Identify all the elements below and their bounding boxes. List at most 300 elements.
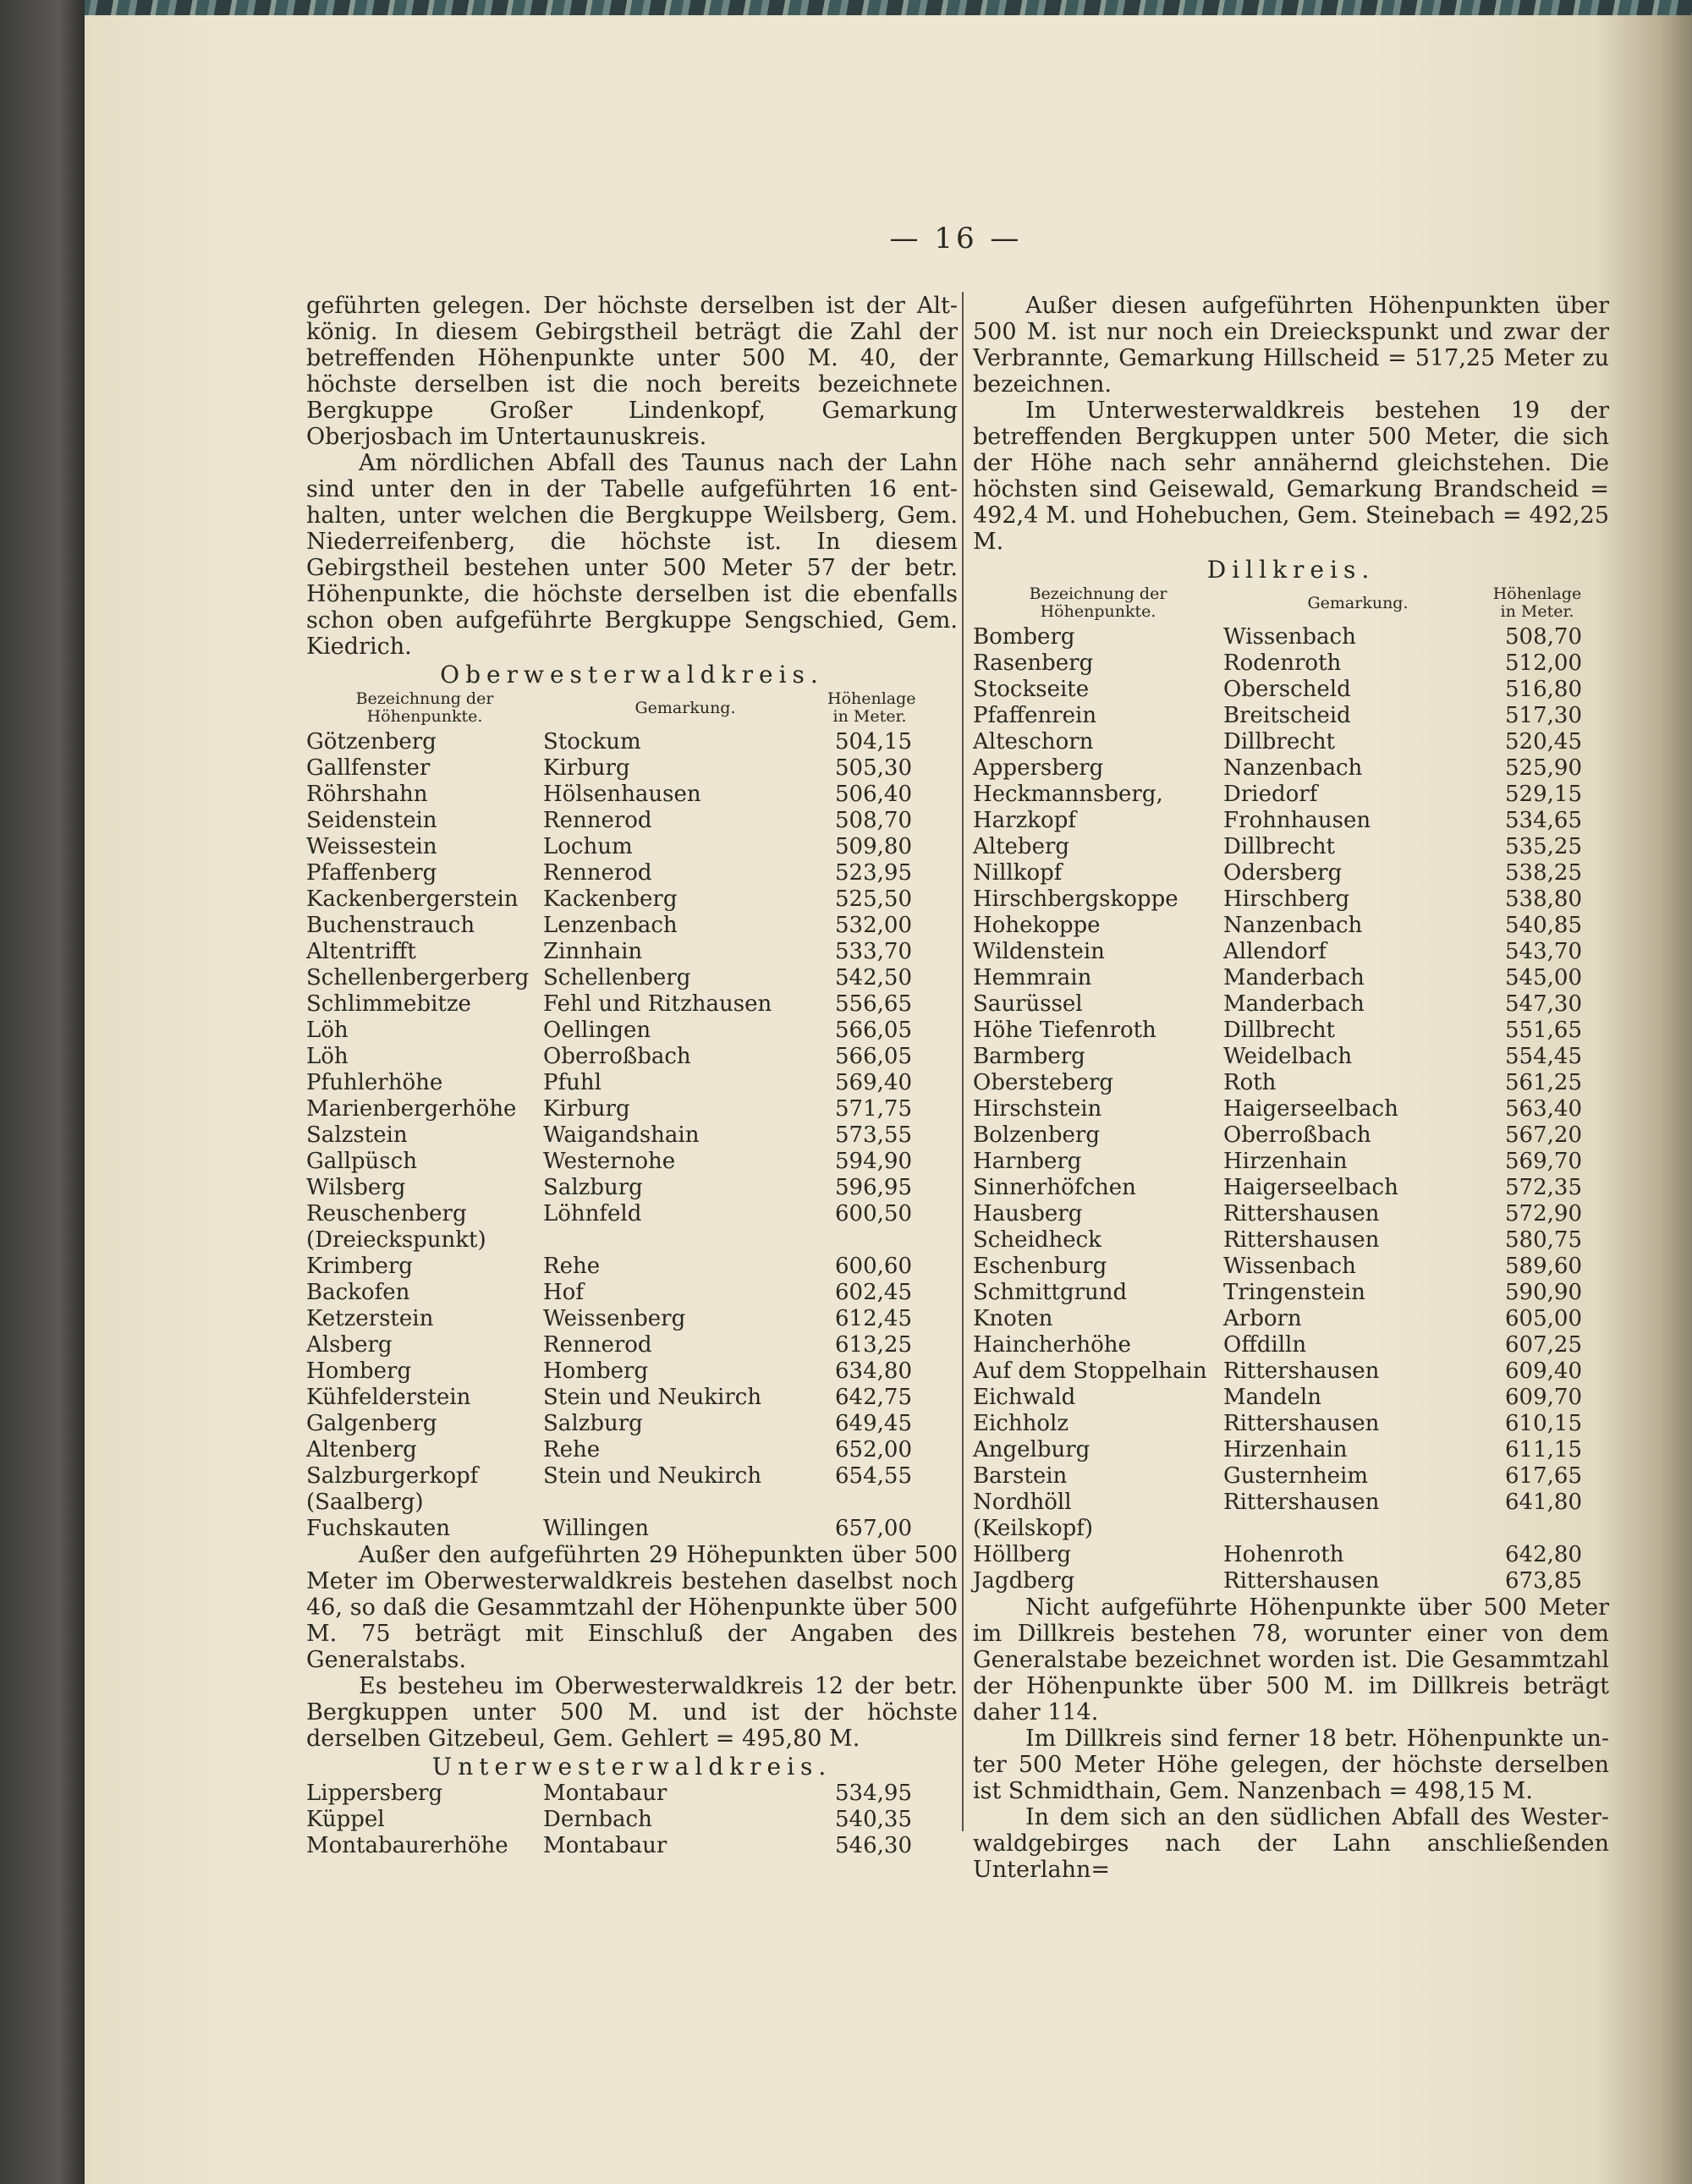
cell-height: 554,45 [1505, 1044, 1582, 1069]
table-row [306, 1437, 958, 1463]
cell-height: 538,80 [1505, 886, 1582, 912]
table-row [306, 1175, 958, 1201]
table-row [973, 860, 1609, 886]
cell-gemarkung: Hof [543, 1280, 584, 1305]
cell-name: Alteberg [973, 834, 1070, 859]
left-column [306, 293, 958, 1859]
cell-height: 569,70 [1505, 1149, 1582, 1174]
cell-height: 600,50 [835, 1201, 912, 1226]
cell-gemarkung: Gusternheim [1223, 1463, 1368, 1489]
cell-name: Eschenburg [973, 1254, 1107, 1279]
table-row [973, 755, 1609, 782]
table-row [306, 886, 958, 913]
cell-name: Hemmrain [973, 965, 1092, 990]
cell-gemarkung: Hirzenhain [1223, 1149, 1348, 1174]
cell-height: 542,50 [835, 965, 912, 990]
cell-name: Knoten [973, 1306, 1053, 1331]
cell-name: Salzburgerkopf (Saalberg) [306, 1463, 479, 1515]
cell-name: Hausberg [973, 1201, 1083, 1226]
cell-name: Bomberg [973, 624, 1075, 650]
table-row [973, 1568, 1609, 1594]
table-row [973, 1122, 1609, 1149]
table-row [306, 1201, 958, 1254]
cell-name: Altentrifft [306, 939, 416, 964]
table-row [306, 808, 958, 834]
table-row [306, 965, 958, 991]
cell-height: 580,75 [1505, 1227, 1582, 1253]
paragraph: Nicht aufgeführte Höhenpunkte über 500 Meter im Dillkreis bestehen 78, worunter einer von dem Generalstabe bezeichnet worden ist. Die Gesammtzahl der Höhenpunkte über 500 M. im Dillkreis beträgt daher 114. [973, 1594, 1609, 1726]
cell-name: Nillkopf [973, 860, 1063, 886]
cell-name: Harnberg [973, 1149, 1082, 1174]
cell-name: Ketzerstein [306, 1306, 434, 1331]
cell-gemarkung: Oberroßbach [543, 1044, 691, 1069]
table-row [306, 1096, 958, 1122]
cell-name: Harzkopf [973, 808, 1076, 833]
cell-name: Gallpüsch [306, 1149, 417, 1174]
table-row [973, 703, 1609, 729]
cell-gemarkung: Fehl und Ritzhausen [543, 991, 772, 1017]
cell-height: 634,80 [835, 1358, 912, 1384]
table-row [973, 650, 1609, 677]
cell-gemarkung: Oberroßbach [1223, 1122, 1371, 1148]
cell-gemarkung: Stockum [543, 729, 641, 755]
cell-name: Saurüssel [973, 991, 1083, 1017]
cell-gemarkung: Hölsenhausen [543, 782, 701, 807]
table-row [973, 991, 1609, 1018]
table-row [973, 1227, 1609, 1254]
table-row [973, 1201, 1609, 1227]
cell-gemarkung: Stein und Neukirch [543, 1385, 762, 1410]
cell-name: Pfaffenrein [973, 703, 1097, 728]
cell-gemarkung: Nanzenbach [1223, 913, 1363, 938]
cell-gemarkung: Rennerod [543, 808, 652, 833]
cell-height: 512,00 [1505, 650, 1582, 676]
cell-gemarkung: Stein und Neukirch [543, 1463, 762, 1489]
cell-height: 600,60 [835, 1254, 912, 1279]
cell-name: Lippersberg [306, 1781, 443, 1806]
table-row [306, 1122, 958, 1149]
cell-name: Pfaffenberg [306, 860, 437, 886]
cell-height: 572,90 [1505, 1201, 1582, 1226]
cell-gemarkung: Lochum [543, 834, 633, 859]
cell-name: Salzstein [306, 1122, 408, 1148]
cell-height: 605,00 [1505, 1306, 1582, 1331]
table-row [306, 1332, 958, 1358]
table-row [973, 782, 1609, 808]
cell-name: Reuschenberg (Dreieckspunkt) [306, 1201, 486, 1253]
table-row [306, 1280, 958, 1306]
cell-height: 561,25 [1505, 1070, 1582, 1095]
column-header-height: Höhenlage in Meter. [827, 689, 916, 726]
table-row [306, 1781, 958, 1807]
table-row [973, 1490, 1609, 1542]
cell-gemarkung: Rittershausen [1223, 1227, 1380, 1253]
cell-height: 569,40 [835, 1070, 912, 1095]
cell-name: Barmberg [973, 1044, 1085, 1069]
paragraph: Im Dillkreis sind ferner 18 betr. Höhenpunkte unter 500 Meter Höhe gelegen, der höchste derselben ist Schmidthain, Gem. Nanzenbach = 498,15 M. [973, 1726, 1609, 1804]
table-row [306, 1833, 958, 1859]
cell-name: Eichholz [973, 1411, 1069, 1436]
right-column [973, 293, 1609, 1883]
cell-name: Montabaurerhöhe [306, 1833, 508, 1858]
table-row [306, 1385, 958, 1411]
cell-height: 532,00 [835, 913, 912, 938]
cell-name: Weissestein [306, 834, 437, 859]
cell-name: Bolzenberg [973, 1122, 1101, 1148]
table-row [973, 1358, 1609, 1385]
cell-name: Höhe Tiefenroth [973, 1018, 1156, 1043]
cell-name: Stockseite [973, 677, 1090, 702]
cell-height: 602,45 [835, 1280, 912, 1305]
cell-height: 508,70 [835, 808, 912, 833]
cell-gemarkung: Breitscheid [1223, 703, 1351, 728]
paragraph: In dem sich an den südlichen Abfall des Westerwaldgebirges nach der Lahn anschließenden Unterlahn= [973, 1804, 1609, 1883]
cell-height: 607,25 [1505, 1332, 1582, 1358]
cell-gemarkung: Lenzenbach [543, 913, 678, 938]
cell-gemarkung: Rittershausen [1223, 1411, 1380, 1436]
cell-height: 566,05 [835, 1044, 912, 1069]
cell-height: 525,90 [1505, 755, 1582, 781]
cell-gemarkung: Rittershausen [1223, 1201, 1380, 1226]
table-row [973, 1280, 1609, 1306]
table-row [973, 1096, 1609, 1122]
cell-gemarkung: Rennerod [543, 1332, 652, 1358]
cell-height: 641,80 [1505, 1490, 1582, 1515]
cell-gemarkung: Montabaur [543, 1833, 667, 1858]
book-binding-edge [0, 0, 85, 2184]
cell-name: Altenberg [306, 1437, 417, 1462]
table-row [973, 1070, 1609, 1096]
cell-name: Löh [306, 1018, 349, 1043]
cell-height: 538,25 [1505, 860, 1582, 886]
table-row [973, 1018, 1609, 1044]
cell-gemarkung: Rittershausen [1223, 1568, 1380, 1594]
column-header-name: Bezeichnung der Höhenpunkte. [1029, 584, 1167, 621]
cell-gemarkung: Wissenbach [1223, 624, 1356, 650]
cell-gemarkung: Salzburg [543, 1411, 643, 1436]
cell-name: Appersberg [973, 755, 1104, 781]
cell-height: 642,80 [1505, 1542, 1582, 1567]
cell-height: 509,80 [835, 834, 912, 859]
paragraph: Außer den aufgeführten 29 Höhepunkten über 500 Meter im Oberwesterwaldkreis bestehen daselbst noch 46, so daß die Gesammtzahl der Höhenpunkte über 500 M. 75 beträgt mit Einschluß der Angaben des Generalstabs. [306, 1542, 958, 1673]
table-row [306, 1358, 958, 1385]
cell-gemarkung: Arborn [1223, 1306, 1302, 1331]
cell-gemarkung: Roth [1223, 1070, 1277, 1095]
cell-name: Schmittgrund [973, 1280, 1128, 1305]
cell-name: Löh [306, 1044, 349, 1069]
cell-gemarkung: Manderbach [1223, 965, 1365, 990]
cell-height: 652,00 [835, 1437, 912, 1462]
cell-gemarkung: Schellenberg [543, 965, 691, 990]
cell-name: Hirschstein [973, 1096, 1102, 1122]
cell-height: 613,25 [835, 1332, 912, 1358]
table-row [973, 1149, 1609, 1175]
cell-name: Hirschbergskoppe [973, 886, 1178, 912]
cell-height: 533,70 [835, 939, 912, 964]
cell-gemarkung: Dillbrecht [1223, 729, 1336, 755]
cell-height: 517,30 [1505, 703, 1582, 728]
cell-height: 610,15 [1505, 1411, 1582, 1436]
table-row [973, 965, 1609, 991]
table-row [306, 1306, 958, 1332]
cell-name: Nordhöll (Keilskopf) [973, 1490, 1094, 1541]
column-header-height: Höhenlage in Meter. [1492, 584, 1582, 621]
table-row [973, 808, 1609, 834]
cell-height: 516,80 [1505, 677, 1582, 702]
cell-gemarkung: Oellingen [543, 1018, 651, 1043]
table-row [973, 1437, 1609, 1463]
cell-height: 534,95 [835, 1781, 912, 1806]
table-row [306, 755, 958, 782]
table-oberwesterwaldkreis [306, 729, 958, 1542]
table-header [306, 690, 958, 726]
table-row [306, 1254, 958, 1280]
cell-name: Sinnerhöfchen [973, 1175, 1136, 1200]
cell-gemarkung: Allendorf [1223, 939, 1327, 964]
column-header-gemarkung: Gemarkung. [634, 698, 736, 717]
table-row [973, 834, 1609, 860]
cell-height: 654,55 [835, 1463, 912, 1489]
table-row [973, 1175, 1609, 1201]
table-row [306, 860, 958, 886]
cell-gemarkung: Kirburg [543, 1096, 630, 1122]
cell-height: 611,15 [1505, 1437, 1582, 1462]
cell-name: Rasenberg [973, 650, 1094, 676]
table-row [306, 1411, 958, 1437]
cell-name: Alsberg [306, 1332, 393, 1358]
paragraph: geführten gelegen. Der höchste derselben ist der Altkönig. In diesem Gebirgstheil beträgt die Zahl der betreffenden Höhenpunkte unter 500 M. 40, der höchste derselben ist die noch bereits bezeichnete Bergkuppe Großer Lindenkopf, Gemarkung Oberjosbach im Untertaunuskreis. [306, 293, 958, 450]
cell-name: Gallfenster [306, 755, 431, 781]
cell-gemarkung: Manderbach [1223, 991, 1365, 1017]
table-row [306, 834, 958, 860]
cell-height: 556,65 [835, 991, 912, 1017]
cell-height: 505,30 [835, 755, 912, 781]
cell-name: Eichwald [973, 1385, 1076, 1410]
table-row [973, 1332, 1609, 1358]
cell-height: 673,85 [1505, 1568, 1582, 1594]
cell-height: 573,55 [835, 1122, 912, 1148]
cell-gemarkung: Oberscheld [1223, 677, 1351, 702]
cell-gemarkung: Kirburg [543, 755, 630, 781]
cell-height: 609,40 [1505, 1358, 1582, 1384]
cell-height: 596,95 [835, 1175, 912, 1200]
table-row [973, 1254, 1609, 1280]
cell-name: Homberg [306, 1358, 412, 1384]
paragraph: Im Unterwesterwaldkreis bestehen 19 der betreffenden Bergkuppen unter 500 Meter, die sich der Höhe nach sehr annähernd gleichstehen. Die höchsten sind Geisewald, Gemarkung Brandscheid = 492,4 M. und Hohebuchen, Gem. Steinebach = 492,25 M. [973, 398, 1609, 555]
cell-gemarkung: Haigerseelbach [1223, 1175, 1398, 1200]
cell-gemarkung: Tringenstein [1223, 1280, 1365, 1305]
cell-height: 571,75 [835, 1096, 912, 1122]
cell-gemarkung: Rittershausen [1223, 1358, 1380, 1384]
table-row [973, 624, 1609, 650]
cell-gemarkung: Dillbrecht [1223, 834, 1336, 859]
cell-name: Kackenbergerstein [306, 886, 519, 912]
cell-name: Götzenberg [306, 729, 437, 755]
cell-gemarkung: Hirschberg [1223, 886, 1350, 912]
cell-gemarkung: Nanzenbach [1223, 755, 1363, 781]
cell-height: 523,95 [835, 860, 912, 886]
cell-name: Höllberg [973, 1542, 1072, 1567]
cell-gemarkung: Löhnfeld [543, 1201, 642, 1226]
table-row [973, 1306, 1609, 1332]
table-row [306, 729, 958, 755]
cell-gemarkung: Pfuhl [543, 1070, 602, 1095]
table-row [973, 1463, 1609, 1490]
cell-height: 589,60 [1505, 1254, 1582, 1279]
cell-height: 657,00 [835, 1516, 912, 1541]
cell-name: Haincherhöhe [973, 1332, 1131, 1358]
cell-name: Pfuhlerhöhe [306, 1070, 443, 1095]
cell-height: 547,30 [1505, 991, 1582, 1017]
cell-height: 566,05 [835, 1018, 912, 1043]
cell-gemarkung: Dernbach [543, 1807, 652, 1832]
table-row [306, 913, 958, 939]
cell-height: 529,15 [1505, 782, 1582, 807]
table-row [306, 939, 958, 965]
cell-height: 525,50 [835, 886, 912, 912]
cell-height: 617,65 [1505, 1463, 1582, 1489]
cell-gemarkung: Driedorf [1223, 782, 1318, 807]
table-row [306, 1463, 958, 1516]
cell-height: 520,45 [1505, 729, 1582, 755]
cell-gemarkung: Zinnhain [543, 939, 643, 964]
table-row [973, 729, 1609, 755]
section-heading-dillkreis: Dillkreis. [1206, 556, 1376, 584]
cell-name: Marienbergerhöhe [306, 1096, 517, 1122]
table-row [973, 886, 1609, 913]
cell-gemarkung: Wissenbach [1223, 1254, 1356, 1279]
cell-gemarkung: Haigerseelbach [1223, 1096, 1398, 1122]
cell-height: 534,65 [1505, 808, 1582, 833]
cell-gemarkung: Waigandshain [543, 1122, 700, 1148]
table-dillkreis [973, 624, 1609, 1594]
cell-gemarkung: Odersberg [1223, 860, 1343, 886]
cell-gemarkung: Mandeln [1223, 1385, 1321, 1410]
cell-height: 508,70 [1505, 624, 1582, 650]
cell-gemarkung: Rodenroth [1223, 650, 1342, 676]
cell-name: Kühfelderstein [306, 1385, 471, 1410]
cell-name: Jagdberg [973, 1568, 1075, 1594]
cell-gemarkung: Hirzenhain [1223, 1437, 1348, 1462]
cell-height: 609,70 [1505, 1385, 1582, 1410]
cell-gemarkung: Homberg [543, 1358, 649, 1384]
cell-gemarkung: Weidelbach [1223, 1044, 1353, 1069]
cell-name: Alteschorn [973, 729, 1094, 755]
cell-name: Küppel [306, 1807, 385, 1832]
cell-name: Röhrshahn [306, 782, 428, 807]
cell-gemarkung: Rennerod [543, 860, 652, 886]
table-row [973, 677, 1609, 703]
section-heading-oberwesterwaldkreis: Oberwesterwaldkreis. [440, 661, 824, 689]
cell-name: Angelburg [973, 1437, 1090, 1462]
cell-name: Backofen [306, 1280, 410, 1305]
cell-name: Heckmannsberg, [973, 782, 1163, 807]
cell-name: Wilsberg [306, 1175, 406, 1200]
table-row [306, 1070, 958, 1096]
cell-gemarkung: Montabaur [543, 1781, 667, 1806]
paragraph: Es besteheu im Oberwesterwaldkreis 12 der betr. Bergkuppen unter 500 M. und ist der höchste derselben Gitzebeul, Gem. Gehlert = 495,80 M. [306, 1673, 958, 1752]
cell-name: Buchenstrauch [306, 913, 475, 938]
table-row [973, 913, 1609, 939]
paragraph: Am nördlichen Abfall des Taunus nach der Lahn sind unter den in der Tabelle aufgeführten 16 enthalten, unter welchen die Bergkuppe Weilsberg, Gem. Niederreifenberg, die höchste ist. In diesem Gebirgstheil bestehen unter 500 Meter 57 der betr. Höhenpunkte, die höchste derselben ist die ebenfalls schon oben aufgeführte Bergkuppe Sengschied, Gem. Kiedrich. [306, 450, 958, 660]
cell-height: 535,25 [1505, 834, 1582, 859]
table-unterwesterwaldkreis [306, 1781, 958, 1859]
cell-gemarkung: Dillbrecht [1223, 1018, 1336, 1043]
table-row [973, 1411, 1609, 1437]
cell-height: 546,30 [835, 1833, 912, 1858]
cell-height: 572,35 [1505, 1175, 1582, 1200]
table-row [306, 1807, 958, 1833]
cell-name: Obersteberg [973, 1070, 1114, 1095]
cell-gemarkung: Offdilln [1223, 1332, 1307, 1358]
cell-height: 567,20 [1505, 1122, 1582, 1148]
cell-name: Fuchskauten [306, 1516, 451, 1541]
cell-gemarkung: Hohenroth [1223, 1542, 1344, 1567]
cell-gemarkung: Kackenberg [543, 886, 678, 912]
cell-height: 649,45 [835, 1411, 912, 1436]
cell-gemarkung: Salzburg [543, 1175, 643, 1200]
table-row [306, 1516, 958, 1542]
table-row [306, 1018, 958, 1044]
cell-name: Scheidheck [973, 1227, 1101, 1253]
cell-gemarkung: Westernohe [543, 1149, 676, 1174]
table-row [306, 1149, 958, 1175]
cell-name: Auf dem Stoppelhain [973, 1358, 1207, 1384]
table-row [973, 1542, 1609, 1568]
cell-name: Galgenberg [306, 1411, 437, 1436]
cell-name: Schellenbergerberg [306, 965, 530, 990]
cell-height: 642,75 [835, 1385, 912, 1410]
cell-height: 594,90 [835, 1149, 912, 1174]
page-number: — 16 — [889, 222, 1023, 255]
cell-height: 540,35 [835, 1807, 912, 1832]
table-row [306, 1044, 958, 1070]
column-header-name: Bezeichnung der Höhenpunkte. [355, 689, 494, 726]
cell-gemarkung: Willingen [543, 1516, 650, 1541]
cell-height: 506,40 [835, 782, 912, 807]
table-row [306, 991, 958, 1018]
column-header-gemarkung: Gemarkung. [1307, 593, 1409, 612]
cell-height: 504,15 [835, 729, 912, 755]
cell-name: Wildenstein [973, 939, 1105, 964]
table-header [973, 585, 1609, 621]
table-row [973, 1044, 1609, 1070]
table-row [973, 1385, 1609, 1411]
cell-name: Seidenstein [306, 808, 437, 833]
cell-name: Krimberg [306, 1254, 413, 1279]
cell-height: 540,85 [1505, 913, 1582, 938]
cell-height: 543,70 [1505, 939, 1582, 964]
cell-name: Barstein [973, 1463, 1068, 1489]
cell-gemarkung: Rehe [543, 1254, 601, 1279]
cell-height: 590,90 [1505, 1280, 1582, 1305]
column-divider [962, 292, 964, 1831]
cell-height: 612,45 [835, 1306, 912, 1331]
cell-gemarkung: Rittershausen [1223, 1490, 1380, 1515]
cell-name: Schlimmebitze [306, 991, 471, 1017]
cell-height: 563,40 [1505, 1096, 1582, 1122]
section-heading-unterwesterwaldkreis: Unterwesterwaldkreis. [431, 1753, 832, 1781]
table-row [306, 782, 958, 808]
cell-gemarkung: Weissenberg [543, 1306, 686, 1331]
cell-gemarkung: Rehe [543, 1437, 601, 1462]
table-row [973, 939, 1609, 965]
cell-gemarkung: Frohnhausen [1223, 808, 1371, 833]
cell-height: 545,00 [1505, 965, 1582, 990]
cell-name: Hohekoppe [973, 913, 1101, 938]
paragraph: Außer diesen aufgeführten Höhenpunkten über 500 M. ist nur noch ein Dreieckspunkt und zwar der Verbrannte, Gemarkung Hillscheid = 517,25 Meter zu bezeichnen. [973, 293, 1609, 398]
cell-height: 551,65 [1505, 1018, 1582, 1043]
